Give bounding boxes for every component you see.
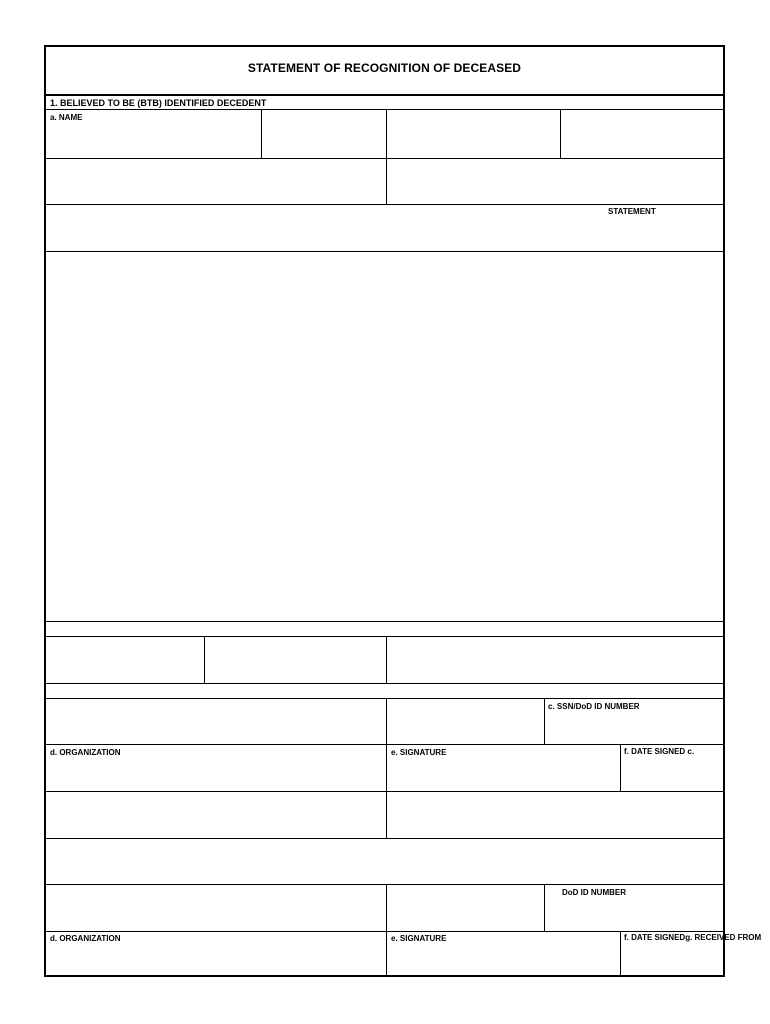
name-label: a. NAME: [50, 113, 83, 122]
divider: [46, 621, 723, 622]
witness-field-c[interactable]: [387, 637, 723, 683]
signature-label: e. SIGNATURE: [391, 934, 447, 943]
received-field-c[interactable]: [46, 839, 723, 884]
witness1-date-field[interactable]: [621, 745, 723, 791]
divider: [46, 683, 723, 684]
date-signed-label: f. DATE SIGNED c.: [624, 747, 695, 756]
ssn-label: c. SSN/DoD ID NUMBER: [548, 702, 640, 711]
witness2-dod-field[interactable]: [545, 885, 723, 931]
witness2-name-field[interactable]: [46, 885, 386, 931]
witness2-date-field[interactable]: [621, 932, 723, 975]
btb-field-b[interactable]: [46, 159, 386, 204]
witness2-signature-field[interactable]: [387, 932, 620, 975]
signature-label: e. SIGNATURE: [391, 748, 447, 757]
date-signed-label: f. DATE SIGNEDg. RECEIVED FROM: [624, 933, 762, 942]
witness2-organization-field[interactable]: [46, 932, 386, 975]
witness-field-a[interactable]: [46, 637, 204, 683]
organization-label: d. ORGANIZATION: [50, 748, 121, 757]
first-name-field[interactable]: [262, 110, 386, 158]
dod-id-label: DoD ID NUMBER: [562, 888, 626, 897]
divider: [46, 94, 723, 96]
last-name-field[interactable]: [46, 110, 261, 158]
witness1-signature-field[interactable]: [387, 745, 620, 791]
form-title: STATEMENT OF RECOGNITION OF DECEASED: [247, 61, 522, 75]
witness1-organization-field[interactable]: [46, 745, 386, 791]
statement-textarea[interactable]: [46, 252, 723, 621]
statement-label: STATEMENT: [608, 207, 656, 216]
organization-label: d. ORGANIZATION: [50, 934, 121, 943]
name-extra-field[interactable]: [561, 110, 723, 158]
witness2-grade-field[interactable]: [387, 885, 544, 931]
btb-field-c[interactable]: [387, 159, 723, 204]
section1-heading: 1. BELIEVED TO BE (BTB) IDENTIFIED DECEDENT: [50, 98, 267, 108]
form-page: [44, 45, 762, 977]
witness1-ssn-field[interactable]: [545, 699, 723, 744]
received-field-b[interactable]: [387, 792, 723, 838]
witness1-name-field[interactable]: [46, 699, 386, 744]
divider: [46, 204, 723, 205]
witness1-grade-field[interactable]: [387, 699, 544, 744]
received-field-a[interactable]: [46, 792, 386, 838]
middle-name-field[interactable]: [387, 110, 560, 158]
witness-field-b[interactable]: [205, 637, 386, 683]
